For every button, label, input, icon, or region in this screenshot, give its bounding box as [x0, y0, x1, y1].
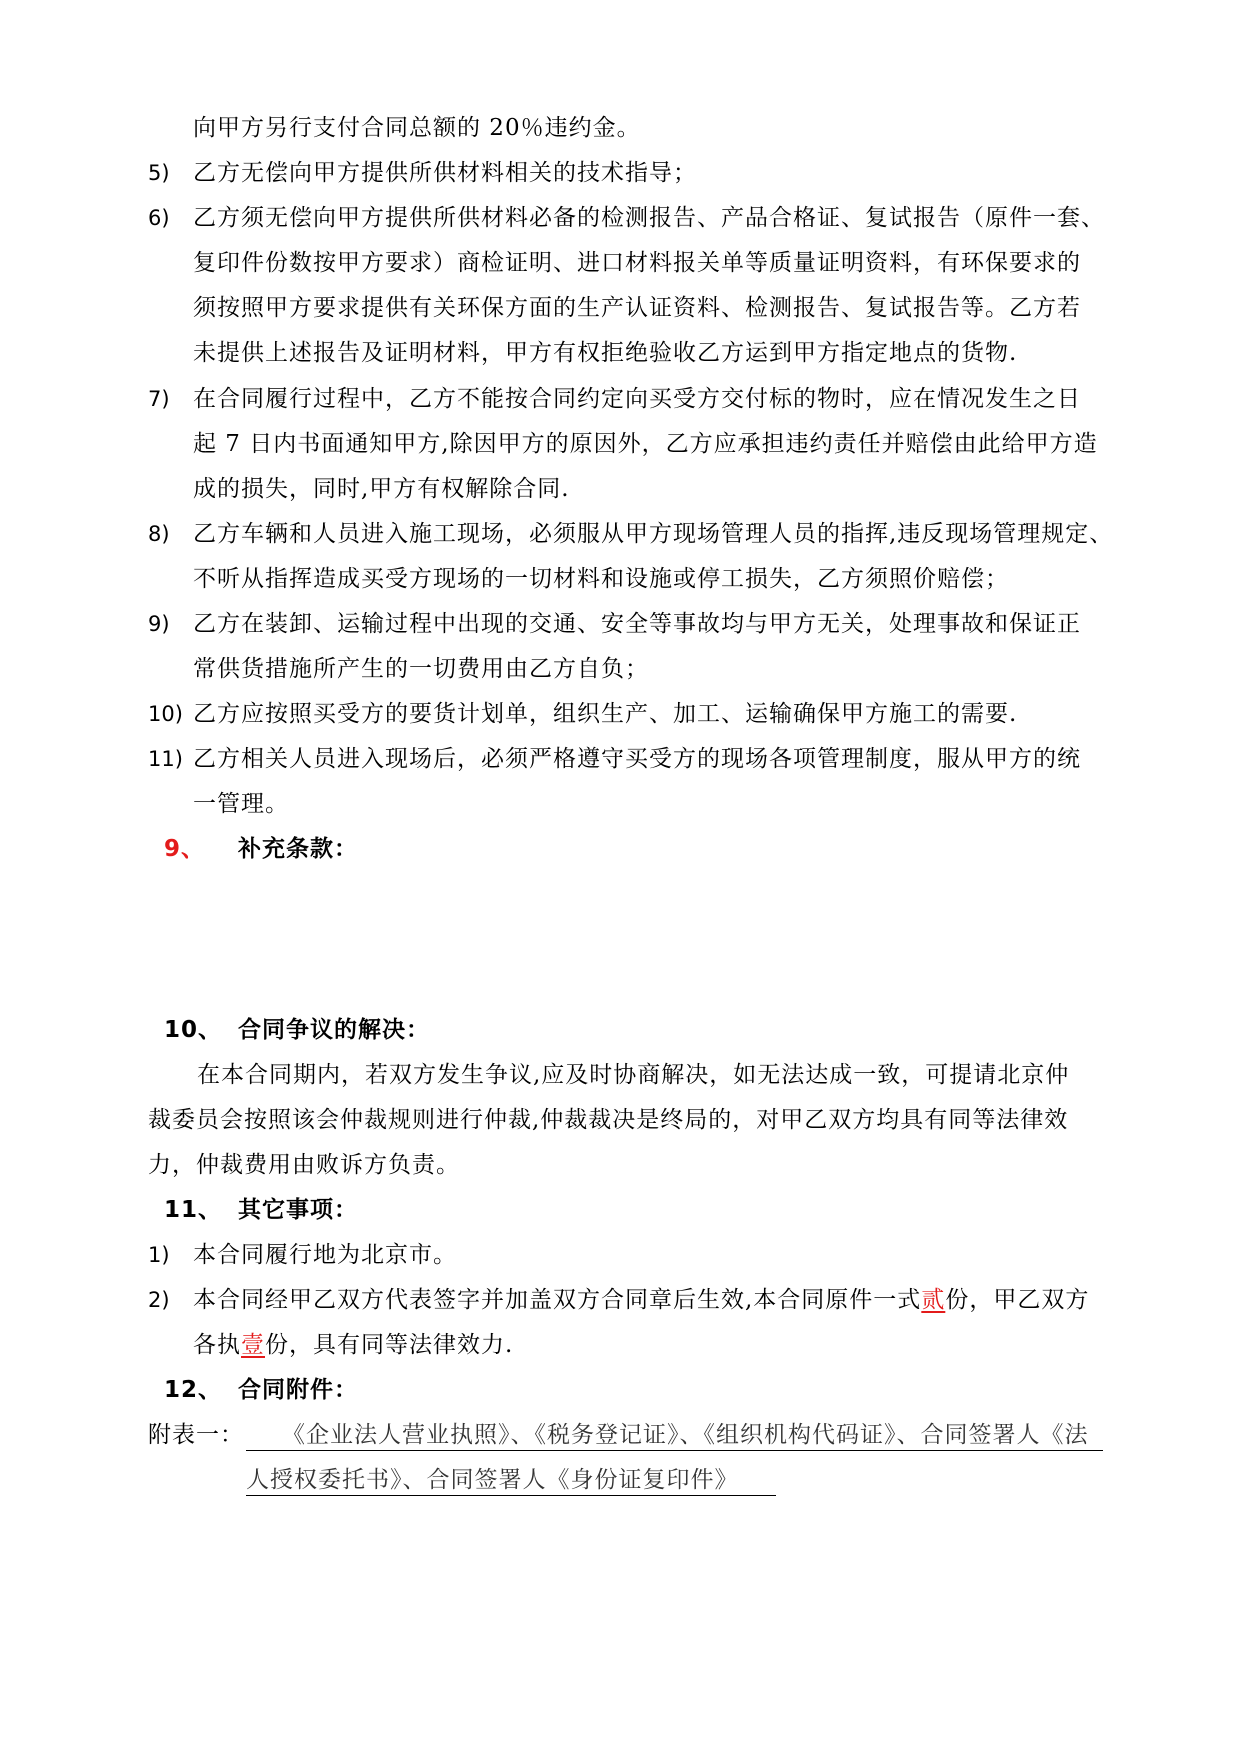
item-6-line-4: 未提供上述报告及证明材料，甲方有权拒绝验收乙方运到甲方指定地点的货物. — [193, 340, 1018, 366]
section-10-para-line-3: 力，仲裁费用由败诉方负责。 — [148, 1152, 460, 1178]
item-9-line-2: 常供货措施所产生的一切费用由乙方自负； — [193, 656, 649, 682]
copies-total: 贰 — [921, 1287, 946, 1313]
item-number-8: 8) — [148, 522, 170, 546]
item-7-line-1: 在合同履行过程中，乙方不能按合同约定向买受方交付标的物时，应在情况发生之日 — [193, 386, 1081, 412]
item-7-line-3: 成的损失，同时,甲方有权解除合同. — [193, 476, 570, 502]
section-11-item-number-1: 1) — [148, 1243, 170, 1267]
item-number-11: 11) — [148, 747, 183, 771]
copies-each: 壹 — [241, 1332, 265, 1358]
attachment-line-1: 《企业法人营业执照》、《税务登记证》、《组织机构代码证》、合同签署人《法 — [246, 1420, 1103, 1451]
section-9-title: 补充条款： — [238, 836, 358, 862]
item-11-line-2: 一管理。 — [193, 791, 289, 817]
section-11-item-number-2: 2) — [148, 1288, 170, 1312]
item-8-line-2: 不听从指挥造成买受方现场的一切材料和设施或停工损失，乙方须照价赔偿； — [193, 566, 1009, 592]
item-number-7: 7) — [148, 387, 170, 411]
item-number-6: 6) — [148, 206, 170, 230]
attachment-label: 附表一： — [148, 1422, 244, 1448]
section-11-title: 其它事项： — [238, 1197, 358, 1223]
continuation-text: 向甲方另行支付合同总额的 20％违约金。 — [193, 115, 641, 141]
item-2-text-a: 本合同经甲乙双方代表签字并加盖双方合同章后生效,本合同原件一式 — [193, 1287, 922, 1313]
section-10-para-line-2: 裁委员会按照该会仲裁规则进行仲裁,仲裁裁决是终局的，对甲乙双方均具有同等法律效 — [148, 1107, 1069, 1133]
section-10-para-line-1: 在本合同期内，若双方发生争议,应及时协商解决，如无法达成一致，可提请北京仲 — [197, 1062, 1070, 1088]
item-number-9: 9) — [148, 612, 170, 636]
item-8-line-1: 乙方车辆和人员进入施工现场，必须服从甲方现场管理人员的指挥,违反现场管理规定、 — [193, 521, 1114, 547]
section-11-number: 11、 — [164, 1197, 223, 1223]
item-6-line-2: 复印件份数按甲方要求）商检证明、进口材料报关单等质量证明资料，有环保要求的 — [193, 250, 1081, 276]
item-5-line-1: 乙方无偿向甲方提供所供材料相关的技术指导； — [193, 160, 697, 186]
item-number-5: 5) — [148, 161, 170, 185]
section-11-item-1-text: 本合同履行地为北京市。 — [193, 1242, 457, 1268]
section-11-item-2-line-1 — [193, 1285, 1089, 1315]
section-9-number: 9、 — [164, 836, 206, 862]
section-10-number: 10、 — [164, 1017, 223, 1043]
item-9-line-1: 乙方在装卸、运输过程中出现的交通、安全等事故均与甲方无关，处理事故和保证正 — [193, 611, 1081, 637]
item-2-text-c: 份，甲乙双方 — [945, 1287, 1090, 1313]
item-6-line-1: 乙方须无偿向甲方提供所供材料必备的检测报告、产品合格证、复试报告（原件一套、 — [193, 205, 1105, 231]
section-10-title: 合同争议的解决： — [238, 1017, 430, 1043]
section-12-title: 合同附件： — [238, 1377, 358, 1403]
item-2-text-f: 份，具有同等法律效力. — [265, 1332, 514, 1358]
section-11-item-2-line-2 — [193, 1330, 513, 1360]
item-11-line-1: 乙方相关人员进入现场后，必须严格遵守买受方的现场各项管理制度，服从甲方的统 — [193, 746, 1081, 772]
item-2-text-d: 各执 — [193, 1332, 241, 1358]
item-number-10: 10) — [148, 702, 183, 726]
item-6-line-3: 须按照甲方要求提供有关环保方面的生产认证资料、检测报告、复试报告等。乙方若 — [193, 295, 1081, 321]
section-12-number: 12、 — [164, 1377, 223, 1403]
item-7-line-2: 起 7 日内书面通知甲方,除因甲方的原因外，乙方应承担违约责任并赔偿由此给甲方造 — [193, 431, 1098, 457]
attachment-line-2: 人授权委托书》、合同签署人《身份证复印件》 — [246, 1465, 776, 1496]
item-10-line-1: 乙方应按照买受方的要货计划单，组织生产、加工、运输确保甲方施工的需要. — [193, 701, 1018, 727]
